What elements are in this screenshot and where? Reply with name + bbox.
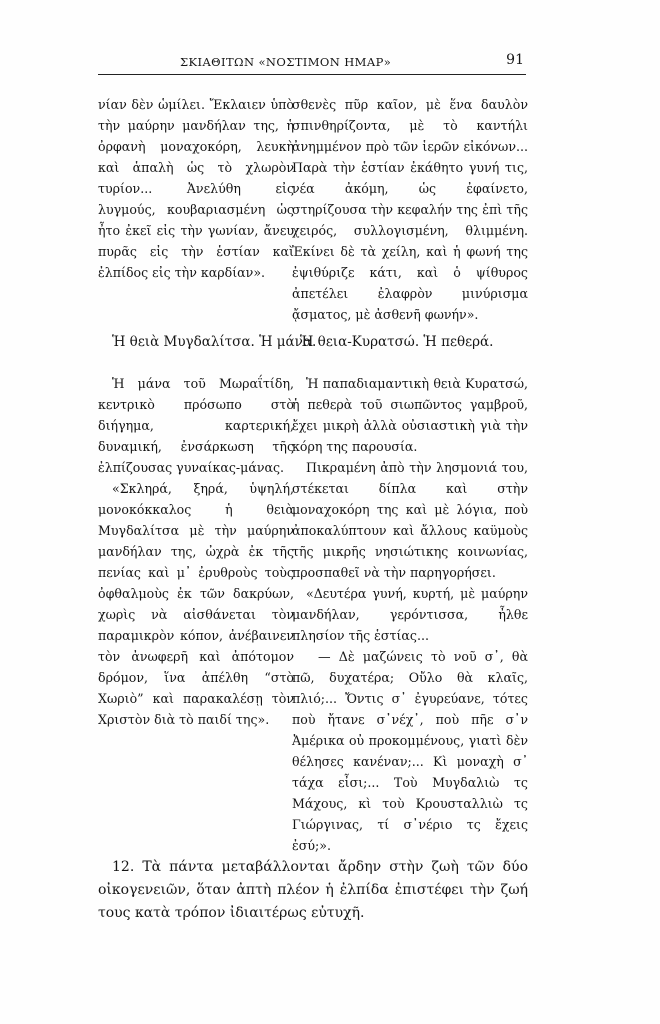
top-left-paragraph: νίαν δὲν ὡμίλει. Ἔκλαιεν ὑπὸ τὴν μαύρην μανδήλαν της, ἡ ὀρφανὴ μοναχοκόρη, λευκὴ καὶ ἁπαλὴ ὡς τὸ χλωρὸν τυρίον... Ἀνελύθη εἰς λυγμούς, κουβαριασμένη ὡς ἦτο ἐκεῖ εἰς τὴν γωνίαν, ἄνευ πυρᾶς εἰς τὴν ἑστίαν καὶ ἐλπίδος εἰς τὴν καρδίαν». (98, 97, 294, 280)
page-header (98, 52, 528, 74)
mid-left-column (98, 373, 294, 730)
mid-left-paragraph-2: «Σκληρά, ξηρά, ὑψηλή, μονοκόκκαλος ἡ θειὰ Μυγδαλίτσα μὲ τὴν μαύρην μανδήλαν της, ὠχρὰ ἐκ τῆς πενίας καὶ μ᾿ ἐρυθροὺς τοὺς ὀφθαλμοὺς ἐκ τῶν δακρύων, χωρὶς νὰ αἰσθάνεται τὸν παραμικρὸν κόπον, ἀνέβαινεν τὸν ἀνωφερῆ καὶ ἀπότομον δρόμον, ἵνα ἀπέλθη “στὸ Χωριὸ” καὶ παρακαλέσῃ τὸν Χριστὸν διὰ τὸ παιδί της». (98, 481, 294, 727)
mid-left-paragraph-1: Ἡ μάνα τοῦ Μωραΐτίδη, κεντρικὸ πρόσωπο στὸ διήγημα, καρτερική, δυναμική, ἐνσάρκωση τῆς ἐλπίζουσας γυναίκας-μάνας. (98, 376, 294, 475)
header-rule (98, 74, 526, 75)
heading-right: Ἡ θεια-Κυρατσώ. Ἡ πεθερά. (300, 334, 494, 350)
page-number: 91 (506, 52, 524, 68)
top-right-paragraph: σθενὲς πῦρ καῖον, μὲ ἕνα δαυλὸν σπινθηρίζοντα, μὲ τὸ καντήλι ἀνημμένον πρὸ τῶν ἱερῶν εἰκόνων... Παρὰ τὴν ἑστίαν ἐκάθητο γυνή τις, νέα ἀκόμη, ὡς ἐφαίνετο, στηρίζουσα τὴν κεφαλήν της ἐπὶ τῆς χειρός, συλλογισμένη, θλιμμένη. Ἐκίνει δὲ τὰ χείλη, καὶ ἡ φωνή της ἐψιθύριζε κάτι, καὶ ὁ ψίθυρος ἀπετέλει ἐλαφρὸν μινύρισμα ᾄσματος, μὲ ἀσθενῆ φωνήν». (292, 97, 528, 322)
bottom-section (98, 856, 528, 925)
bottom-paragraph: 12. Τὰ πάντα μεταβάλλονται ἄρδην στὴν ζωὴ τῶν δύο οἰκογενειῶν, ὅταν ἀπτὴ πλέον ἡ ἐλπίδα ἐπιστέφει τὴν ζωή τους κατὰ τρόπον ἰδιαιτέρως εὐτυχῆ. (98, 859, 528, 921)
top-right-paragraph-block (292, 94, 528, 325)
mid-right-paragraph-1: Ἡ παπαδιαμαντικὴ θειὰ Κυρατσώ, ἡ πεθερὰ τοῦ σιωπῶντος γαμβροῦ, ἔχει μικρὴ ἀλλὰ οὐσιαστικὴ γιὰ τὴν κόρη της παρουσία. (292, 376, 528, 454)
mid-right-paragraph-4: — Δὲ μαζώνεις τὸ νοῦ σ᾿, θὰ πῶ, δυχατέρα; Οὔλο θὰ κλαῖς, πλιό;... Ὄντις σ᾿ ἐγυρεύανε, τότες ποὺ ἤτανε σ᾿νέχ᾿, ποὺ πῆε σ᾿ν Ἀμέρικα οὐ προκομμένους, γιατὶ δὲν θέλησες κανέναν;... Κὶ μοναχὴ σ᾿ τάχα εἶσι;... Τοὺ Μυγδαλιὼ τς Μάχους, κὶ τοὺ Κρουσταλλιὼ τς Γιώργινας, τί σ᾿νέριο τς ἔχεις ἐσύ;». (292, 649, 528, 853)
mid-right-column (292, 373, 528, 856)
top-left-paragraph-block (98, 94, 294, 283)
running-head: ΣΚΙΑΘΙΤΩΝ «ΝΟΣΤΙΜΟΝ ΗΜΑΡ» (180, 55, 392, 69)
mid-right-paragraph-3: «Δευτέρα γυνή, κυρτή, μὲ μαύρην μανδήλαν, γερόντισσα, ἦλθε πλησίον τῆς ἑστίας... (292, 586, 528, 643)
mid-right-paragraph-2: Πικραμένη ἀπὸ τὴν λησμονιά του, στέκεται δίπλα καὶ στὴν μοναχοκόρη της καὶ μὲ λόγια, ποὺ ἀποκαλύπτουν καὶ ἄλλους καϋμοὺς τῆς μικρῆς νησιώτικης κοινωνίας, προσπαθεῖ νὰ τὴν παρηγορήσει. (292, 460, 528, 580)
heading-left: Ἡ θειὰ Μυγδαλίτσα. Ἡ μάνα. (112, 334, 317, 350)
